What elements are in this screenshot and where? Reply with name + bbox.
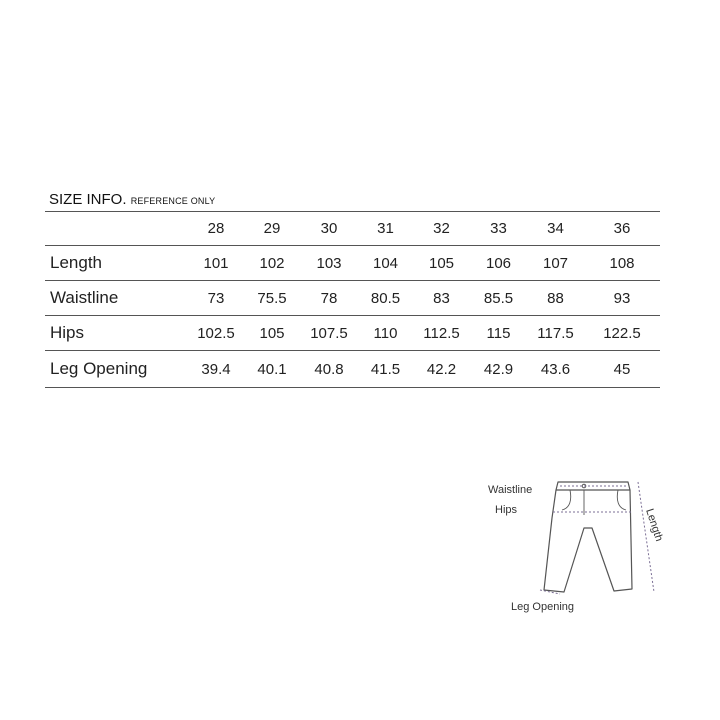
table-cell: 45 — [584, 351, 660, 388]
table-cell: 106 — [470, 246, 527, 281]
table-cell: 43.6 — [527, 351, 584, 388]
size-table — [45, 211, 660, 388]
table-cell: 39.4 — [188, 351, 244, 388]
pants-measurement-diagram — [480, 470, 680, 620]
header-corner-cell — [45, 212, 188, 246]
size-header-cell: 28 — [188, 212, 244, 246]
row-label: Hips — [45, 316, 188, 351]
table-cell: 40.1 — [244, 351, 300, 388]
table-cell: 107 — [527, 246, 584, 281]
row-label: Leg Opening — [45, 351, 188, 388]
measurement-guides — [540, 482, 654, 594]
table-cell: 93 — [584, 281, 660, 316]
table-cell: 104 — [358, 246, 413, 281]
size-header-cell: 36 — [584, 212, 660, 246]
size-header-cell: 32 — [413, 212, 470, 246]
size-header-cell: 31 — [358, 212, 413, 246]
table-cell: 107.5 — [300, 316, 358, 351]
size-header-row — [45, 212, 660, 246]
reference-only-note: REFERENCE ONLY — [130, 196, 216, 206]
table-cell: 83 — [413, 281, 470, 316]
table-cell: 41.5 — [358, 351, 413, 388]
row-label: Length — [45, 246, 188, 281]
size-header-cell: 30 — [300, 212, 358, 246]
table-cell: 88 — [527, 281, 584, 316]
table-cell: 40.8 — [300, 351, 358, 388]
table-cell: 75.5 — [244, 281, 300, 316]
table-cell: 85.5 — [470, 281, 527, 316]
table-row-leg-opening — [45, 351, 660, 388]
size-header-cell: 33 — [470, 212, 527, 246]
table-cell: 110 — [358, 316, 413, 351]
waistline-label: Waistline — [488, 484, 533, 496]
row-label: Waistline — [45, 281, 188, 316]
table-cell: 108 — [584, 246, 660, 281]
hips-label: Hips — [495, 504, 518, 516]
table-cell: 117.5 — [527, 316, 584, 351]
size-header-cell: 29 — [244, 212, 300, 246]
table-cell: 42.2 — [413, 351, 470, 388]
table-cell: 78 — [300, 281, 358, 316]
length-label: Length — [643, 507, 665, 543]
table-cell: 105 — [244, 316, 300, 351]
size-header-cell: 34 — [527, 212, 584, 246]
table-cell: 103 — [300, 246, 358, 281]
table-row-length — [45, 246, 660, 281]
size-info-title — [49, 191, 215, 208]
table-cell: 115 — [470, 316, 527, 351]
table-cell: 122.5 — [584, 316, 660, 351]
pants-outline — [544, 482, 632, 592]
table-cell: 112.5 — [413, 316, 470, 351]
table-cell: 102.5 — [188, 316, 244, 351]
size-info-heading: SIZE INFO. — [49, 191, 127, 208]
table-cell: 105 — [413, 246, 470, 281]
table-cell: 42.9 — [470, 351, 527, 388]
table-cell: 101 — [188, 246, 244, 281]
table-cell: 102 — [244, 246, 300, 281]
table-row-hips — [45, 316, 660, 351]
table-row-waistline — [45, 281, 660, 316]
table-cell: 80.5 — [358, 281, 413, 316]
leg-opening-label: Leg Opening — [511, 601, 574, 613]
table-cell: 73 — [188, 281, 244, 316]
